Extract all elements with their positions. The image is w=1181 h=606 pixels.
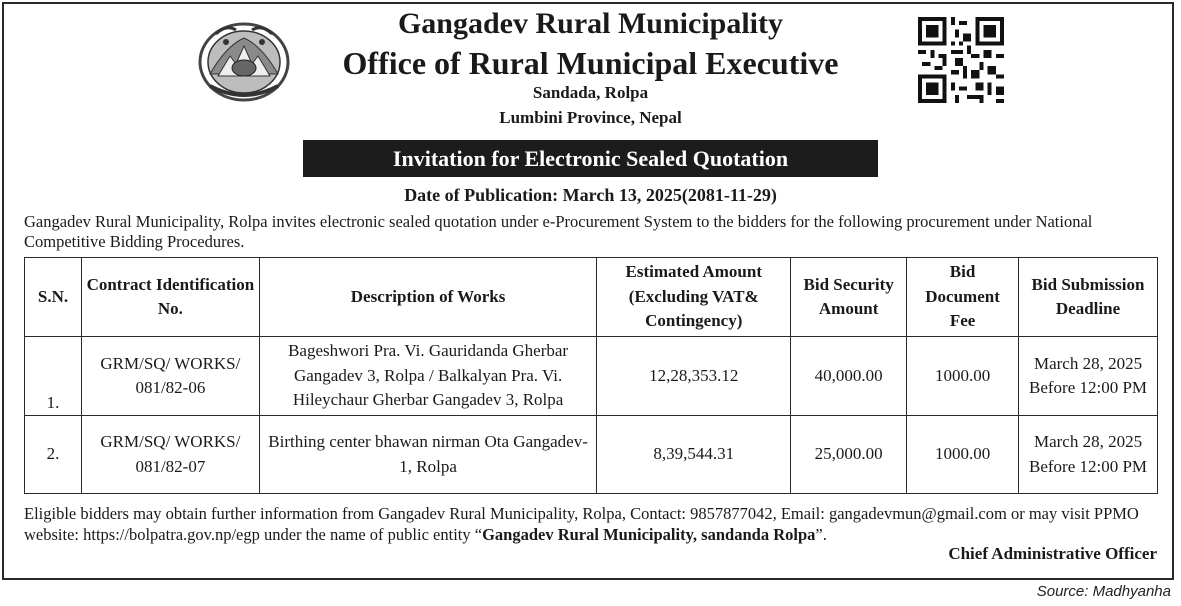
cell-description: Birthing center bhawan nirman Ota Gangadev-1, Rolpa bbox=[259, 416, 597, 494]
cell-document-fee: 1000.00 bbox=[907, 337, 1019, 416]
cell-sn: 2. bbox=[25, 416, 82, 494]
cell-contract-id: GRM/SQ/ WORKS/ 081/82-07 bbox=[81, 416, 259, 494]
works-table bbox=[24, 257, 1158, 494]
signer-title: Chief Administrative Officer bbox=[948, 544, 1157, 563]
cell-contract-id: GRM/SQ/ WORKS/ 081/82-06 bbox=[81, 337, 259, 416]
footer-info-end: ”. bbox=[815, 525, 827, 544]
header-estimated-amount: Estimated Amount (Excluding VAT& Contingency) bbox=[597, 258, 791, 337]
cell-document-fee: 1000.00 bbox=[907, 416, 1019, 494]
entity-name: Gangadev Rural Municipality, sandanda Rolpa bbox=[482, 525, 816, 544]
cell-deadline: March 28, 2025 Before 12:00 PM bbox=[1019, 337, 1158, 416]
notice-banner: Invitation for Electronic Sealed Quotation bbox=[303, 140, 878, 177]
publication-date: Date of Publication: March 13, 2025(2081-11-29) bbox=[404, 185, 777, 205]
header-contract-id: Contract Identification No. bbox=[81, 258, 259, 337]
table-row bbox=[25, 416, 1158, 494]
cell-sn: 1. bbox=[25, 337, 82, 416]
header-sn: S.N. bbox=[25, 258, 82, 337]
address-line-1: Sandada, Rolpa bbox=[532, 83, 649, 102]
cell-deadline: March 28, 2025 Before 12:00 PM bbox=[1019, 416, 1158, 494]
footer-info-text: Eligible bidders may obtain further information from Gangadev Rural Municipality, Rolpa, Contact: 9857877042, Email: gangadevmun@gmail.com or may visit PPMO website: https://bolpatra.gov.np/egp under the name of public entity “ bbox=[24, 504, 1139, 544]
header-description: Description of Works bbox=[259, 258, 597, 337]
address-line-2: Lumbini Province, Nepal bbox=[499, 108, 682, 127]
municipality-title: Gangadev Rural Municipality bbox=[397, 7, 784, 40]
header-document-fee: Bid Document Fee bbox=[907, 258, 1019, 337]
source-credit: Source: Madhyanha bbox=[1036, 583, 1171, 600]
office-title: Office of Rural Municipal Executive bbox=[342, 45, 839, 81]
cell-bid-security: 40,000.00 bbox=[791, 337, 907, 416]
table-row bbox=[25, 337, 1158, 416]
cell-estimated-amount: 12,28,353.12 bbox=[597, 337, 791, 416]
cell-description: Bageshwori Pra. Vi. Gauridanda Gherbar Gangadev 3, Rolpa / Balkalyan Pra. Vi. Hileychaur Gherbar Gangadev 3, Rolpa bbox=[259, 337, 597, 416]
cell-estimated-amount: 8,39,544.31 bbox=[597, 416, 791, 494]
cell-bid-security: 25,000.00 bbox=[791, 416, 907, 494]
intro-paragraph: Gangadev Rural Municipality, Rolpa invites electronic sealed quotation under e-Procurement System to the bidders for the following procurement under National Competitive Bidding Procedures. bbox=[24, 212, 1093, 251]
table-header-row bbox=[25, 258, 1158, 337]
footer-info bbox=[24, 503, 1164, 545]
header-bid-security: Bid Security Amount bbox=[791, 258, 907, 337]
header-deadline: Bid Submission Deadline bbox=[1019, 258, 1158, 337]
